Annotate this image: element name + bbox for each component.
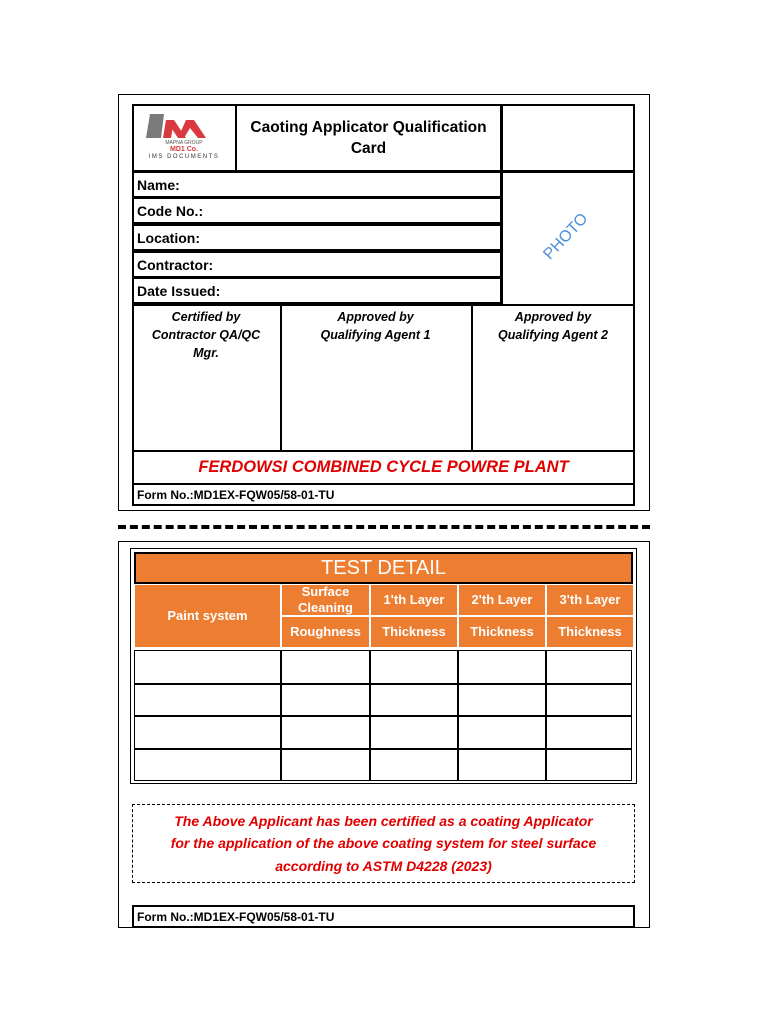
code-label: Code No.:	[137, 202, 204, 219]
table-cell[interactable]	[134, 716, 281, 749]
date-issued-field[interactable]	[132, 277, 502, 304]
table-cell[interactable]	[281, 650, 370, 684]
layer1-label: 1'th Layer	[383, 592, 445, 607]
table-cell[interactable]	[370, 684, 458, 716]
photo-label: PHOTO	[540, 210, 592, 264]
roughness-header	[281, 616, 370, 648]
roughness-label: Roughness	[290, 624, 361, 639]
layer3-label: 3'th Layer	[559, 592, 621, 607]
name-label: Name:	[137, 176, 180, 193]
table-cell[interactable]	[281, 749, 370, 781]
plant-name: FERDOWSI COMBINED CYCLE POWRE PLANT	[198, 458, 569, 476]
logo-group-text: MAPNA GROUP	[165, 140, 203, 146]
name-field[interactable]	[132, 171, 502, 198]
table-cell[interactable]	[134, 749, 281, 781]
signature-cell-qaqc[interactable]	[132, 304, 282, 452]
surface-cleaning-header	[281, 584, 370, 616]
thickness2-label: Thickness	[470, 624, 534, 639]
certification-notice-text: The Above Applicant has been certified as a coating Applicator for the application of the above coating system for steel surface according to ASTM D4228 (2023)	[170, 812, 597, 874]
location-label: Location:	[137, 229, 200, 246]
layer1-header	[370, 584, 458, 616]
certification-notice	[132, 804, 635, 883]
paint-system-header	[134, 584, 281, 648]
table-cell[interactable]	[370, 650, 458, 684]
plant-name-cell	[132, 450, 635, 485]
card-title: Caoting Applicator Qualification Card	[250, 119, 487, 157]
test-detail-title-cell	[134, 552, 633, 584]
table-cell[interactable]	[281, 684, 370, 716]
thickness1-header	[370, 616, 458, 648]
form-number-top	[132, 483, 635, 506]
table-cell[interactable]	[134, 684, 281, 716]
signature-label-agent2: Approved by Qualifying Agent 2	[498, 310, 608, 342]
top-right-cell	[501, 104, 635, 172]
test-detail-title: TEST DETAIL	[321, 556, 446, 579]
table-cell[interactable]	[546, 684, 632, 716]
surface-cleaning-label: Surface Cleaning	[298, 584, 353, 615]
table-cell[interactable]	[546, 749, 632, 781]
table-cell[interactable]	[546, 650, 632, 684]
contractor-label: Contractor:	[137, 256, 214, 273]
signature-cell-agent2[interactable]	[471, 304, 635, 452]
contractor-field[interactable]	[132, 251, 502, 278]
location-field[interactable]	[132, 224, 502, 251]
form-number-bottom	[132, 905, 635, 928]
code-field[interactable]	[132, 197, 502, 224]
table-cell[interactable]	[458, 749, 546, 781]
table-cell[interactable]	[458, 650, 546, 684]
logo-sub-text: IMS DOCUMENTS	[148, 154, 220, 160]
table-cell[interactable]	[281, 716, 370, 749]
table-cell[interactable]	[370, 716, 458, 749]
table-cell[interactable]	[546, 716, 632, 749]
form-number-top-text: Form No.:MD1EX-FQW05/58-01-TU	[137, 487, 335, 502]
thickness3-label: Thickness	[558, 624, 622, 639]
signature-label-agent1: Approved by Qualifying Agent 1	[320, 310, 431, 342]
table-cell[interactable]	[458, 684, 546, 716]
company-logo	[144, 110, 210, 140]
table-cell[interactable]	[458, 716, 546, 749]
signature-label-qaqc: Certified by Contractor QA/QC Mgr.	[151, 310, 261, 360]
layer3-header	[546, 584, 634, 616]
thickness2-header	[458, 616, 546, 648]
form-number-bottom-text: Form No.:MD1EX-FQW05/58-01-TU	[137, 909, 335, 924]
thickness1-label: Thickness	[382, 624, 446, 639]
table-cell[interactable]	[134, 650, 281, 684]
paint-system-label: Paint system	[167, 608, 248, 623]
layer2-header	[458, 584, 546, 616]
date-issued-label: Date Issued:	[137, 282, 221, 299]
thickness3-header	[546, 616, 634, 648]
logo-company-text: MD1 Co.	[170, 146, 198, 153]
card-title-cell	[235, 104, 502, 172]
table-cell[interactable]	[370, 749, 458, 781]
layer2-label: 2'th Layer	[471, 592, 533, 607]
signature-cell-agent1[interactable]	[280, 304, 473, 452]
cut-line-divider	[118, 525, 650, 529]
